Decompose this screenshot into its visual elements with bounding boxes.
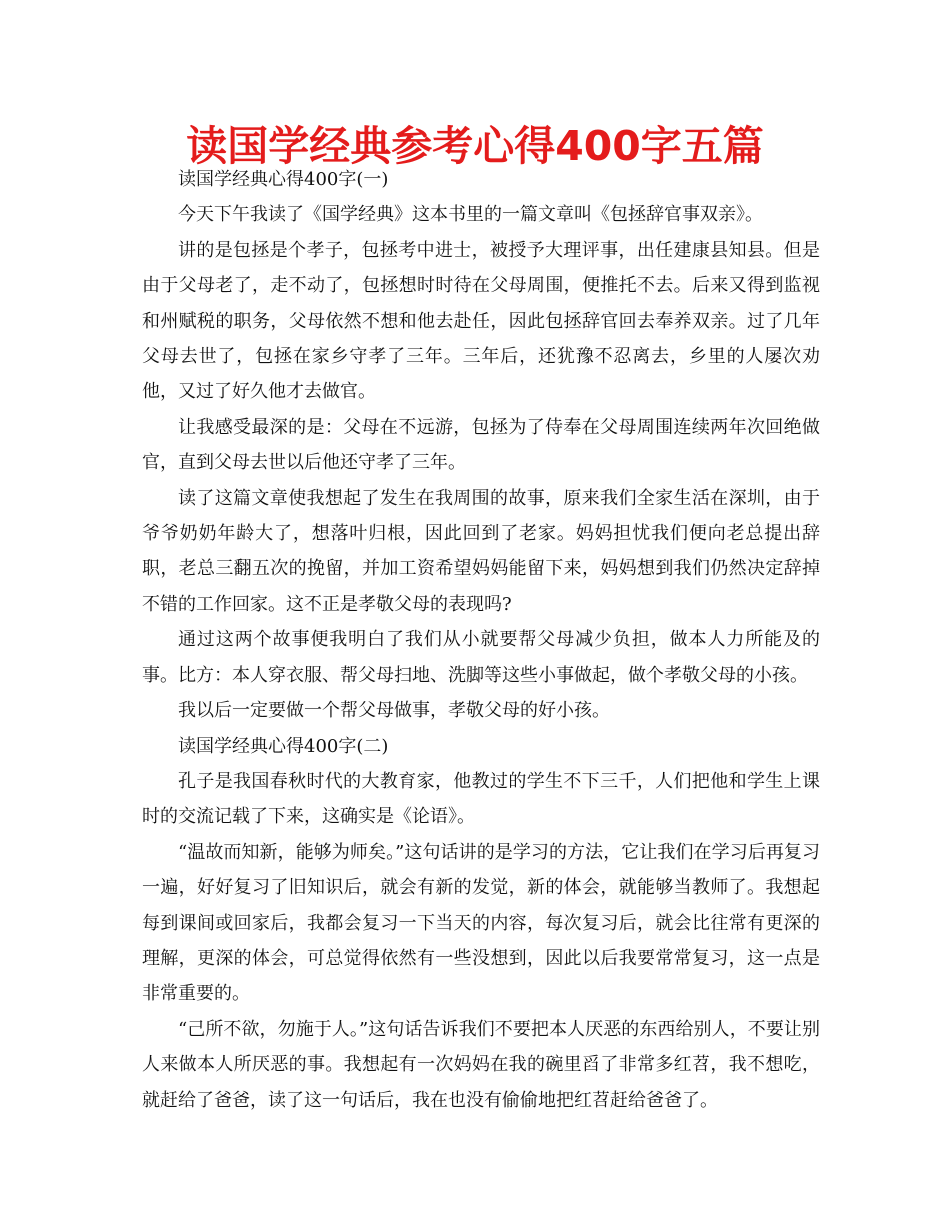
document-body	[142, 162, 820, 1118]
document-title: 读国学经典参考心得400字五篇	[186, 122, 764, 170]
section-heading: 读国学经典心得400字(一)	[178, 169, 389, 190]
paragraph: 讲的是包拯是个孝子，包拯考中进士，被授予大理评事，出任建康县知县。但是由于父母老了，走不动了，包拯想时时待在父母周围，便推托不去。后来又得到监视和州赋税的职务，父母依然不想和他去赴任，因此包拯辞官回去奉养双亲。过了几年父母去世了，包拯在家乡守孝了三年。三年后，还犹豫不忍离去，乡里的人屡次劝他，又过了好久他才去做官。	[142, 239, 820, 403]
paragraph: 今天下午我读了《国学经典》这本书里的一篇文章叫《包拯辞官事双亲》。	[178, 204, 763, 226]
paragraph: 读了这篇文章使我想起了发生在我周围的故事，原来我们全家生活在深圳，由于爷爷奶奶年龄大了，想落叶归根，因此回到了老家。妈妈担忧我们便向老总提出辞职，老总三翻五次的挽留，并加工资希望妈妈能留下来，妈妈想到我们仍然决定辞掉不错的工作回家。这不正是孝敬父母的表现吗?	[142, 487, 820, 615]
paragraph: “己所不欲，勿施于人。”这句话告诉我们不要把本人厌恶的东西给别人，不要让别人来做本人所厌恶的事。我想起有一次妈妈在我的碗里舀了非常多红苕，我不想吃，就赶给了爸爸，读了这一句话后，我在也没有偷偷地把红苕赶给爸爸了。	[142, 1018, 820, 1111]
paragraph: 让我感受最深的是：父母在不远游，包拯为了侍奉在父母周围连续两年次回绝做官，直到父母去世以后他还守孝了三年。	[142, 416, 820, 474]
section-heading: 读国学经典心得400字(二)	[178, 735, 389, 757]
paragraph: “温故而知新，能够为师矣。”这句话讲的是学习的方法，它让我们在学习后再复习一遍，好好复习了旧知识后，就会有新的发觉，新的体会，就能够当教师了。我想起每到课间或回家后，我都会复习一下当天的内容，每次复习后，就会比往常有更深的理解，更深的体会，可总觉得依然有一些没想到，因此以后我要常常复习，这一点是非常重要的。	[142, 841, 820, 1005]
paragraph: 我以后一定要做一个帮父母做事，孝敬父母的好小孩。	[178, 700, 610, 722]
paragraph: 通过这两个故事便我明白了我们从小就要帮父母减少负担，做本人力所能及的事。比方：本人穿衣服、帮父母扫地、洗脚等这些小事做起，做个孝敬父母的小孩。	[142, 629, 820, 686]
paragraph: 孔子是我国春秋时代的大教育家，他教过的学生不下三千，人们把他和学生上课时的交流记载了下来，这确实是《论语》。	[142, 770, 820, 828]
